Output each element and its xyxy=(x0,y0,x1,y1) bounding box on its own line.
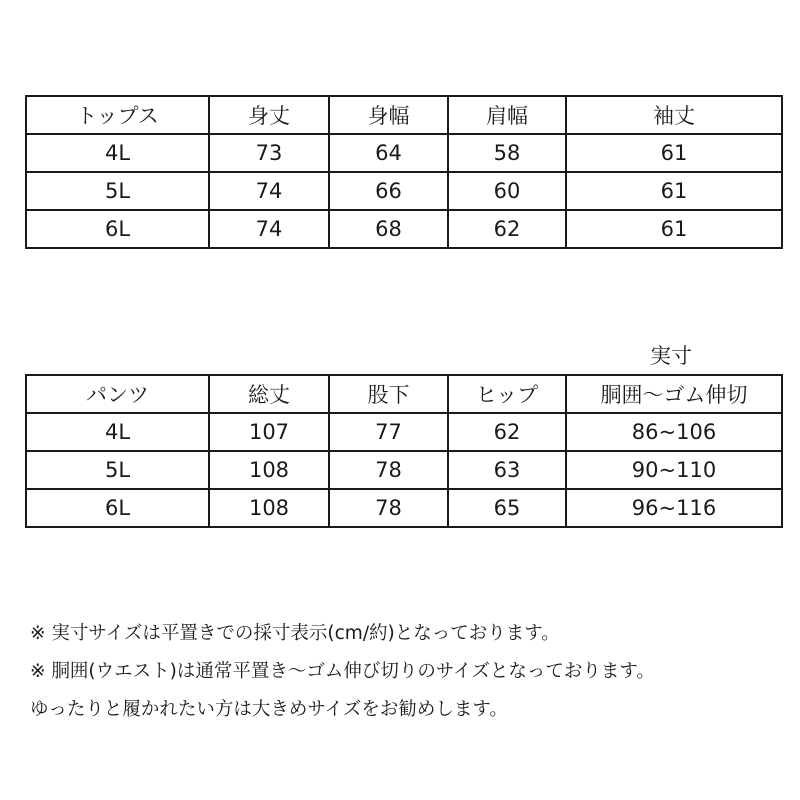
value-cell: 65 xyxy=(448,489,566,527)
note-line: ※ 胴囲(ウエスト)は通常平置き〜ゴム伸び切りのサイズとなっております。 xyxy=(30,661,655,682)
header-cell: ヒップ xyxy=(448,375,566,413)
value-cell: 60 xyxy=(448,172,566,210)
note-line: ※ 実寸サイズは平置きでの採寸表示(cm/約)となっております。 xyxy=(30,623,560,644)
value-cell: 74 xyxy=(209,172,329,210)
value-cell: 58 xyxy=(448,134,566,172)
table-row xyxy=(26,451,782,489)
value-cell: 61 xyxy=(566,210,782,248)
size-cell: 4L xyxy=(26,413,209,451)
header-cell: パンツ xyxy=(26,375,209,413)
value-cell: 62 xyxy=(448,413,566,451)
value-cell: 107 xyxy=(209,413,329,451)
pants-size-table xyxy=(25,374,783,528)
value-cell: 86~106 xyxy=(566,413,782,451)
value-cell: 63 xyxy=(448,451,566,489)
value-cell: 66 xyxy=(329,172,448,210)
value-cell: 61 xyxy=(566,134,782,172)
header-cell: 身幅 xyxy=(329,96,448,134)
value-cell: 77 xyxy=(329,413,448,451)
header-cell: 総丈 xyxy=(209,375,329,413)
value-cell: 73 xyxy=(209,134,329,172)
table-row xyxy=(26,134,782,172)
value-cell: 62 xyxy=(448,210,566,248)
header-cell: 身丈 xyxy=(209,96,329,134)
size-cell: 6L xyxy=(26,489,209,527)
unit-label: 実寸 xyxy=(650,344,692,368)
size-cell: 6L xyxy=(26,210,209,248)
value-cell: 78 xyxy=(329,451,448,489)
size-notes xyxy=(30,615,655,729)
table-row xyxy=(26,210,782,248)
value-cell: 68 xyxy=(329,210,448,248)
size-cell: 5L xyxy=(26,451,209,489)
header-cell: トップス xyxy=(26,96,209,134)
tops-size-table xyxy=(25,95,783,249)
header-cell: 肩幅 xyxy=(448,96,566,134)
size-cell: 4L xyxy=(26,134,209,172)
note-line: ゆったりと履かれたい方は大きめサイズをお勧めします。 xyxy=(30,699,508,720)
table-header-row xyxy=(26,375,782,413)
table-row xyxy=(26,172,782,210)
value-cell: 108 xyxy=(209,451,329,489)
value-cell: 78 xyxy=(329,489,448,527)
value-cell: 90~110 xyxy=(566,451,782,489)
size-cell: 5L xyxy=(26,172,209,210)
table-row xyxy=(26,489,782,527)
header-cell: 袖丈 xyxy=(566,96,782,134)
value-cell: 64 xyxy=(329,134,448,172)
value-cell: 74 xyxy=(209,210,329,248)
value-cell: 96~116 xyxy=(566,489,782,527)
value-cell: 61 xyxy=(566,172,782,210)
header-cell: 胴囲〜ゴム伸切 xyxy=(566,375,782,413)
value-cell: 108 xyxy=(209,489,329,527)
header-cell: 股下 xyxy=(329,375,448,413)
table-header-row xyxy=(26,96,782,134)
table-row xyxy=(26,413,782,451)
